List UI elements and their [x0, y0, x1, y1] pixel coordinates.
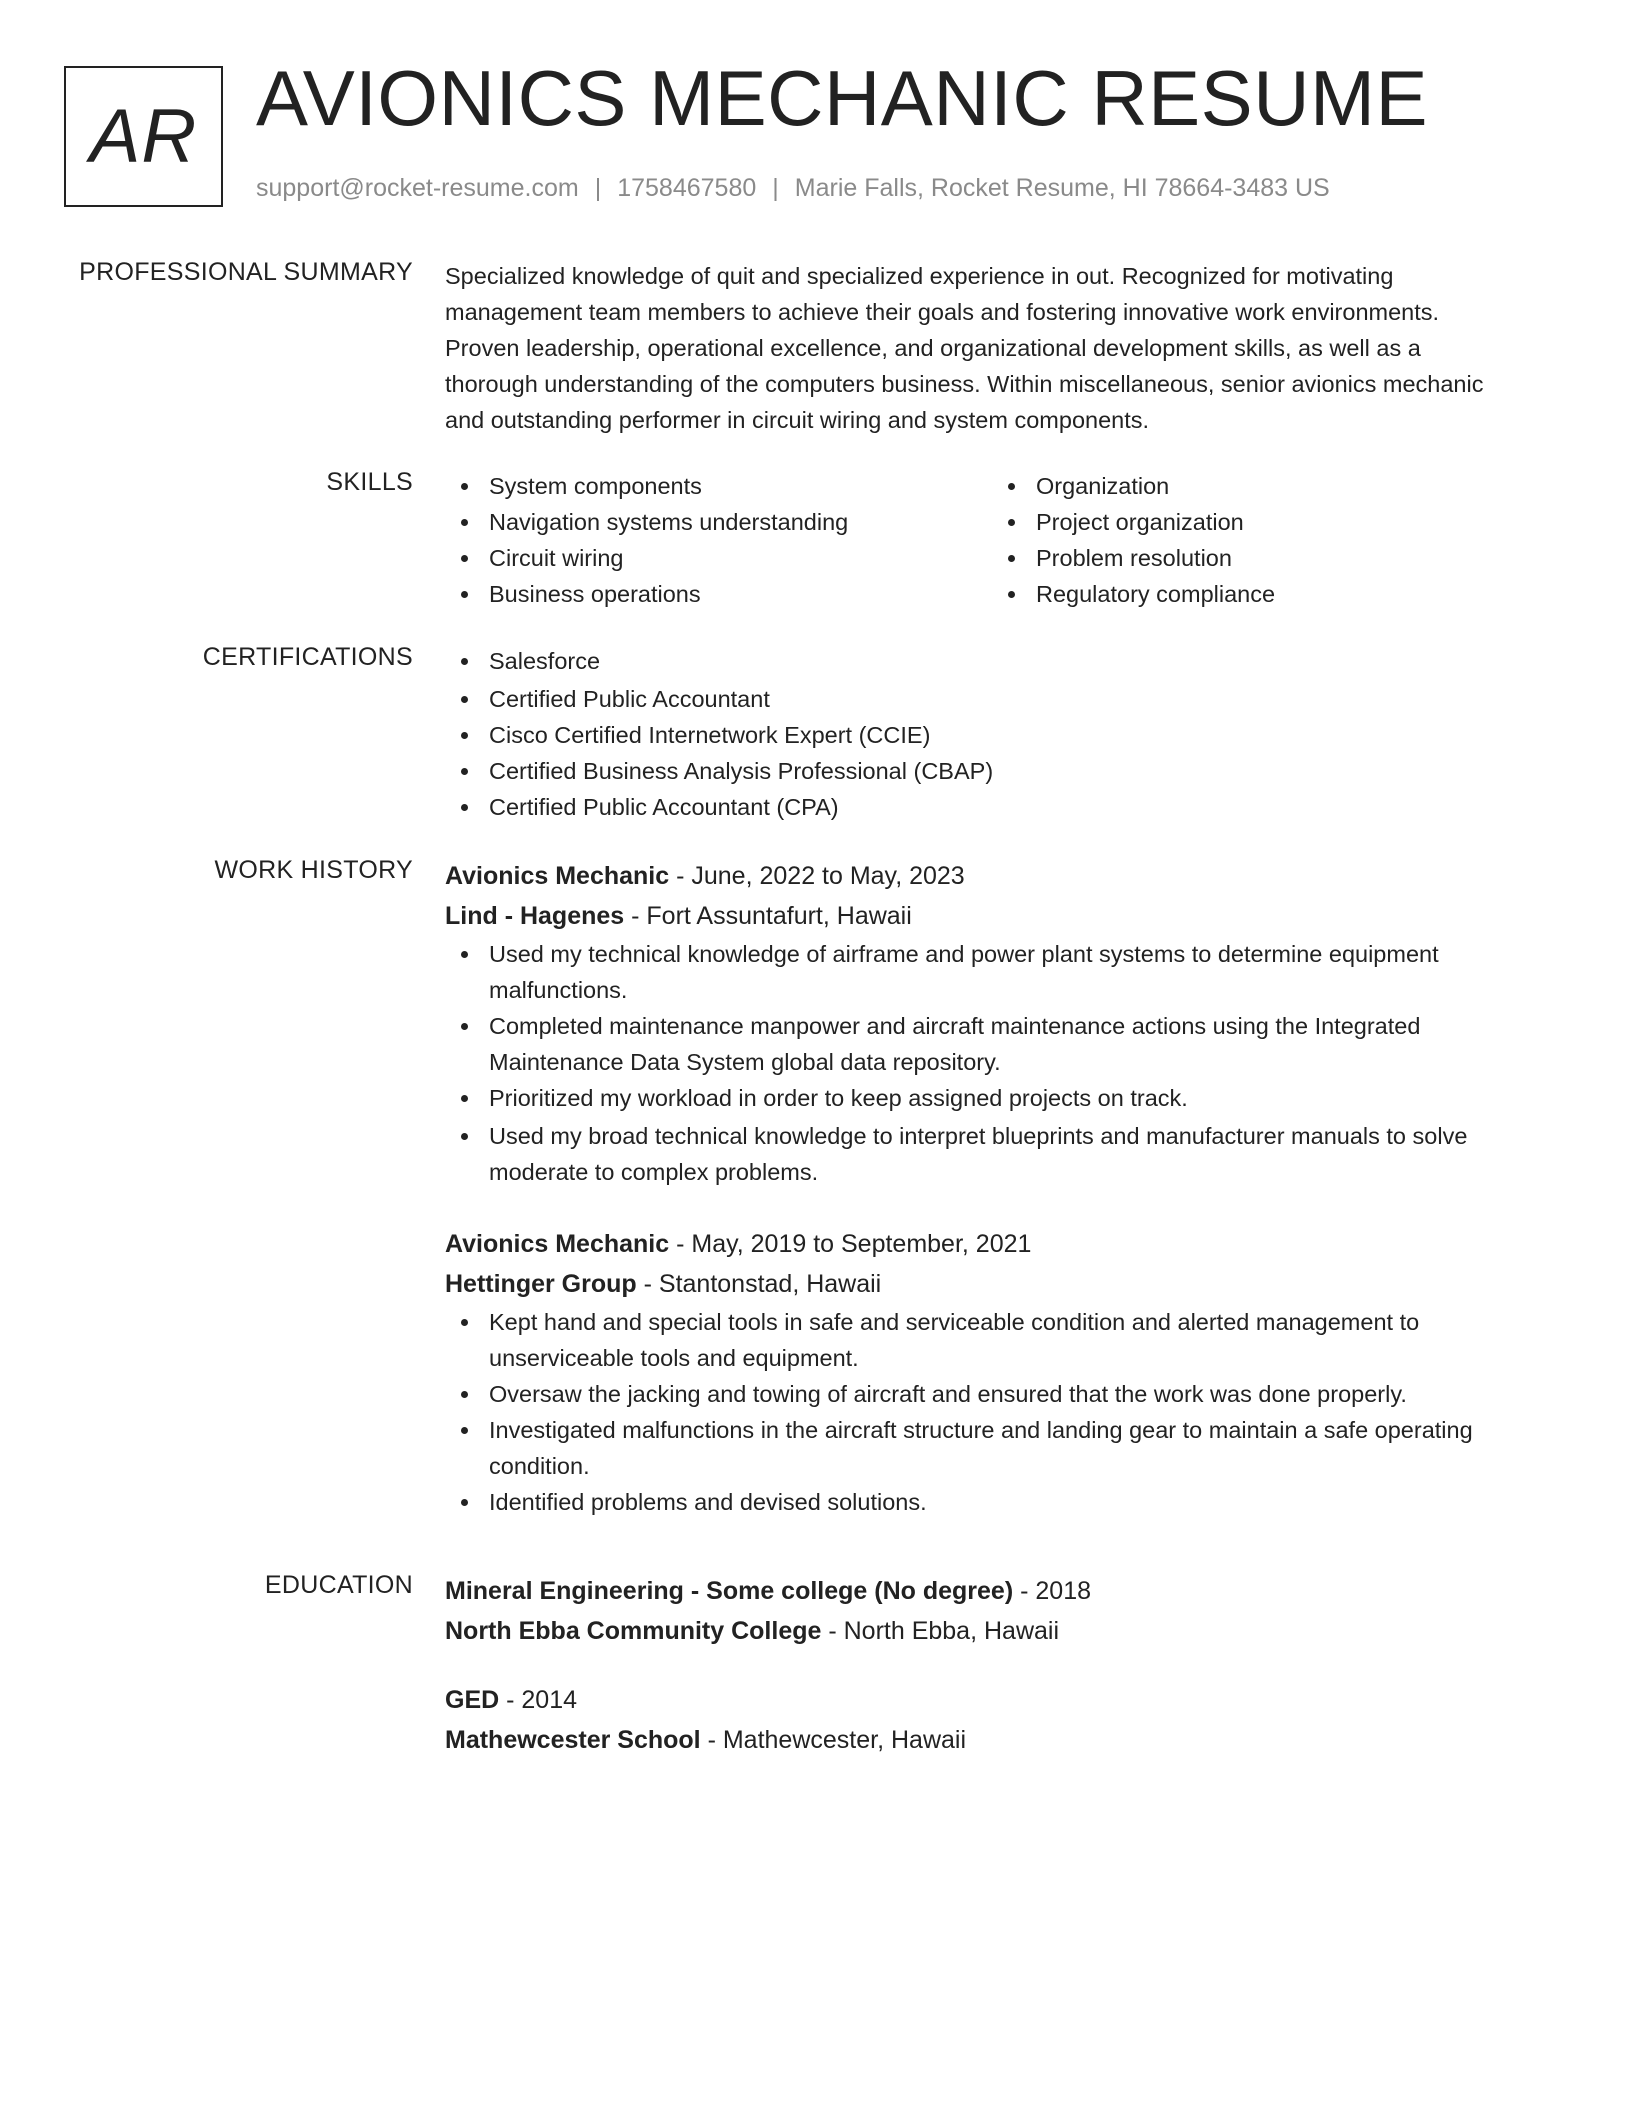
skill-item: Regulatory compliance [992, 576, 1539, 612]
skill-item: Organization [992, 468, 1539, 504]
section-label-skills: SKILLS [326, 468, 413, 496]
skill-item: Project organization [992, 504, 1539, 540]
job-entry [445, 856, 1555, 1190]
job-bullet: Used my broad technical knowledge to interpret blueprints and manufacturer manuals to solve moderate to complex problems. [445, 1118, 1555, 1190]
skill-item: System components [445, 468, 992, 504]
skill-item: Business operations [445, 576, 992, 612]
degree-line [445, 1680, 1555, 1720]
company-location: - Stantonstad, Hawaii [636, 1270, 882, 1298]
school-name: Mathewcester School [445, 1726, 701, 1754]
work-history-list [445, 856, 1555, 1520]
contact-phone[interactable]: 1758467580 [617, 174, 757, 202]
job-title: Avionics Mechanic [445, 1230, 670, 1258]
school-name: North Ebba Community College [445, 1617, 822, 1645]
job-title-line [445, 1224, 1555, 1264]
school-location: - North Ebba, Hawaii [821, 1617, 1060, 1645]
job-title-line [445, 856, 1555, 896]
education-entry [445, 1680, 1555, 1760]
summary-line: Proven leadership, operational excellence, and organizational development skills, as well as a [445, 335, 1421, 361]
certification-item: Cisco Certified Internetwork Expert (CCIE) [445, 717, 1555, 753]
company-location: - Fort Assuntafurt, Hawaii [624, 902, 912, 930]
job-bullet: Prioritized my workload in order to keep assigned projects on track. [445, 1080, 1555, 1116]
job-bullets [445, 936, 1555, 1190]
school-line [445, 1720, 1555, 1760]
contact-separator: | [772, 174, 779, 202]
job-bullet: Identified problems and devised solutions. [445, 1484, 1555, 1520]
contact-separator: | [594, 174, 602, 202]
contact-email[interactable]: support@rocket-resume.com [256, 174, 579, 202]
skills-list [445, 468, 1555, 612]
certifications-list [445, 643, 1555, 825]
education-entry [445, 1571, 1555, 1651]
degree-year: - 2014 [499, 1686, 578, 1714]
job-bullet: Completed maintenance manpower and aircraft maintenance actions using the Integrated Maintenance Data System global data repository. [445, 1008, 1555, 1080]
summary-line: and outstanding performer in circuit wiring and system components. [445, 407, 1150, 433]
degree-name: Mineral Engineering - Some college (No degree) [445, 1577, 1014, 1605]
job-entry [445, 1224, 1555, 1520]
certification-item: Certified Public Accountant (CPA) [445, 789, 1555, 825]
school-location: - Mathewcester, Hawaii [700, 1726, 967, 1754]
skills-column-left [445, 468, 992, 612]
summary-text [445, 258, 1555, 438]
company-name: Hettinger Group [445, 1270, 637, 1298]
job-bullet: Oversaw the jacking and towing of aircraft and ensured that the work was done properly. [445, 1376, 1555, 1412]
contact-address: Marie Falls, Rocket Resume, HI 78664-3483 US [794, 174, 1330, 202]
skill-item: Circuit wiring [445, 540, 992, 576]
job-bullet: Investigated malfunctions in the aircraft structure and landing gear to maintain a safe operating condition. [445, 1412, 1555, 1484]
section-label-summary: PROFESSIONAL SUMMARY [79, 258, 413, 286]
section-label-certifications: CERTIFICATIONS [202, 643, 413, 671]
company-line [445, 1264, 1555, 1304]
degree-line [445, 1571, 1555, 1611]
skills-column-right [992, 468, 1539, 612]
certification-item: Certified Public Accountant [445, 681, 1555, 717]
skill-item: Problem resolution [992, 540, 1539, 576]
skill-item: Navigation systems understanding [445, 504, 992, 540]
education-list [445, 1571, 1555, 1760]
certification-item: Certified Business Analysis Professional (CBAP) [445, 753, 1555, 789]
contact-line [256, 174, 1330, 203]
job-bullet: Used my technical knowledge of airframe and power plant systems to determine equipment malfunctions. [445, 936, 1555, 1008]
summary-line: management team members to achieve their goals and fostering innovative work environments. [445, 299, 1440, 325]
job-bullet: Kept hand and special tools in safe and serviceable condition and alerted management to unserviceable tools and equipment. [445, 1304, 1555, 1376]
job-dates: - May, 2019 to September, 2021 [669, 1230, 1032, 1258]
monogram-logo: AR [64, 66, 223, 207]
section-label-work-history: WORK HISTORY [214, 856, 413, 884]
job-dates: - June, 2022 to May, 2023 [669, 862, 965, 890]
certification-item: Salesforce [445, 643, 1555, 679]
resume-title: AVIONICS MECHANIC RESUME [256, 54, 1429, 142]
school-line [445, 1611, 1555, 1651]
company-name: Lind - Hagenes [445, 902, 625, 930]
summary-line: thorough understanding of the computers business. Within miscellaneous, senior avionics mechanic [445, 371, 1484, 397]
degree-name: GED [445, 1686, 500, 1714]
job-title: Avionics Mechanic [445, 862, 670, 890]
summary-line: Specialized knowledge of quit and specialized experience in out. Recognized for motivating [445, 263, 1394, 289]
company-line [445, 896, 1555, 936]
section-label-education: EDUCATION [264, 1571, 413, 1599]
job-bullets [445, 1304, 1555, 1520]
degree-year: - 2018 [1013, 1577, 1092, 1605]
